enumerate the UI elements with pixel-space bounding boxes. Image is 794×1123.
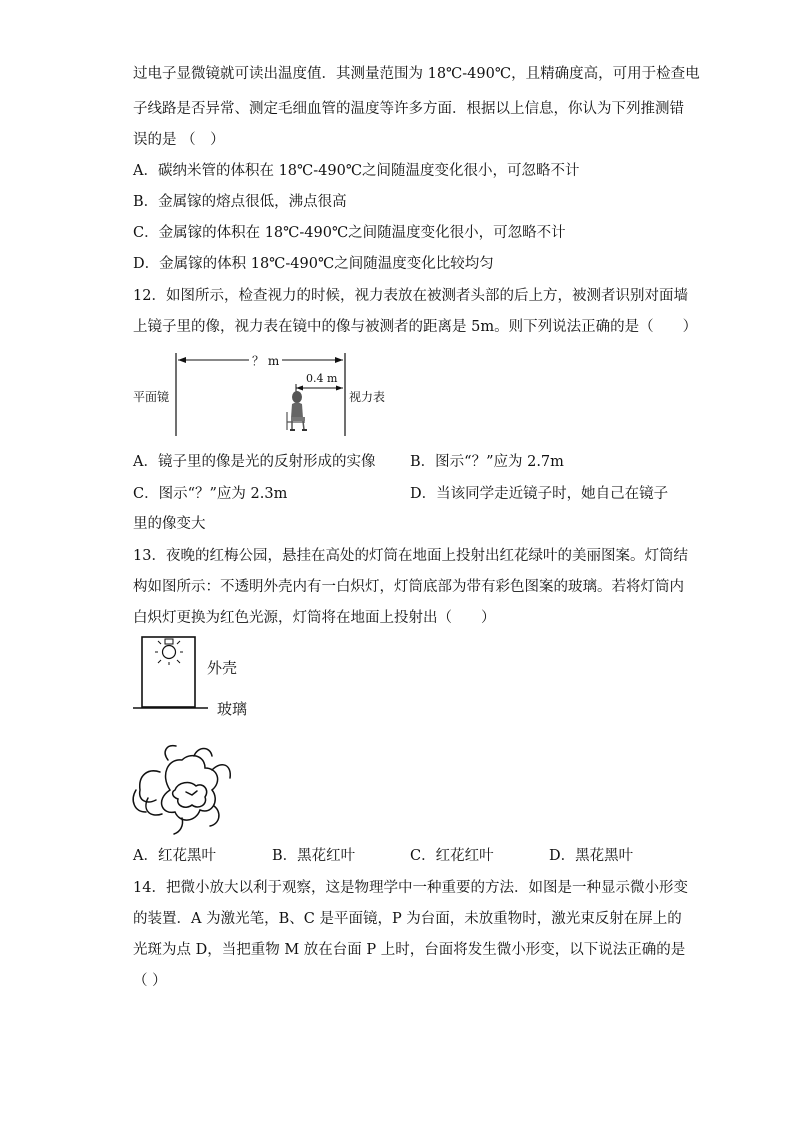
light-bulb-icon (155, 639, 183, 665)
lamp-shell (142, 637, 195, 707)
q11-text-line-2: 子线路是否异常、测定毛细血管的温度等许多方面．根据以上信息，你认为下列推测错 (133, 101, 684, 117)
q13-text-line-1: 13．夜晚的红梅公园，悬挂在高处的灯筒在地面上投射出红花绿叶的美丽图案。灯筒结 (133, 548, 688, 564)
short-distance-label: 0.4 m (306, 372, 338, 385)
q13-option-c: C．红花红叶 (410, 848, 494, 864)
q14-text-line-1: 14．把微小放大以利于观察，这是物理学中一种重要的方法．如图是一种显示微小形变 (133, 880, 688, 896)
total-distance-label: ？ m (249, 352, 282, 369)
q11-text-line-3: 误的是 （ ） (133, 132, 225, 148)
q12-option-b: B．图示“？”应为 2.7m (410, 454, 564, 470)
q11-option-d: D．金属镓的体积 18℃-490℃之间随温度变化比较均匀 (133, 256, 494, 272)
q14-text-line-4: （ ） (133, 973, 167, 989)
q12-option-d-line-2: 里的像变大 (133, 516, 206, 532)
q12-option-d-line-1: D．当该同学走近镜子时，她自己在镜子 (410, 486, 669, 502)
glass-label: 玻璃 (217, 700, 248, 718)
q11-option-a: A．碳纳米管的体积在 18℃-490℃之间随温度变化很小，可忽略不计 (133, 163, 580, 179)
q13-option-d: D．黑花黑叶 (549, 848, 634, 864)
q12-option-a: A．镜子里的像是光的反射形成的实像 (133, 454, 376, 470)
shell-label: 外壳 (207, 659, 238, 677)
q13-option-a: A．红花黑叶 (133, 848, 216, 864)
q11-option-c: C．金属镓的体积在 18℃-490℃之间随温度变化很小，可忽略不计 (133, 225, 566, 241)
mirror-label: 平面镜 (133, 390, 170, 404)
q12-text-line-1: 12．如图所示，检查视力的时候，视力表放在被测者头部的后上方，被测者识别对面墙 (133, 288, 688, 304)
q13-option-b: B．黑花红叶 (272, 848, 356, 864)
q13-text-line-2: 构如图所示：不透明外壳内有一白炽灯，灯筒底部为带有彩色图案的玻璃。若将灯筒内 (133, 579, 684, 595)
q14-text-line-2: 的装置．A 为激光笔，B、C 是平面镜，P 为台面，未放重物时，激光束反射在屏上的 (133, 911, 682, 927)
q11-option-b: B．金属镓的熔点很低，沸点很高 (133, 194, 347, 210)
q13-text-line-3: 白炽灯更换为红色光源，灯筒将在地面上投射出（ ） (133, 610, 496, 626)
q12-text-line-2: 上镜子里的像，视力表在镜中的像与被测者的距离是 5m。则下列说法正确的是（ ） (133, 319, 698, 335)
q14-text-line-3: 光斑为点 D，当把重物 M 放在台面 P 上时，台面将发生微小形变，以下说法正确的是 (133, 942, 686, 958)
q11-text-line-1: 过电子显微镜就可读出温度值．其测量范围为 18℃-490℃，且精确度高，可用于检查电 (133, 66, 700, 82)
eye-chart-label: 视力表 (349, 390, 386, 404)
flower-pattern-icon (133, 746, 230, 834)
q12-option-c: C．图示“？”应为 2.3m (133, 486, 288, 502)
